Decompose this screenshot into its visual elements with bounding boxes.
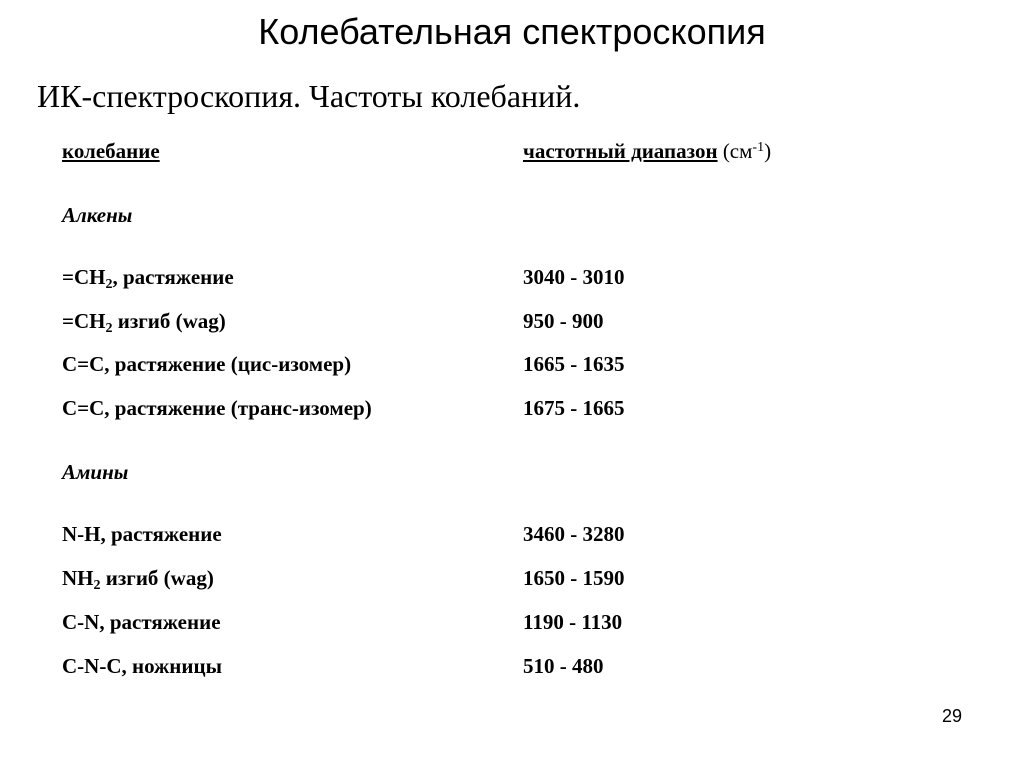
subscript: 2: [93, 578, 101, 593]
frequency-cell: 1665 - 1635: [523, 352, 625, 376]
vibration-cell: N-H, растяжение: [62, 522, 222, 546]
vibration-cell: C-N, растяжение: [62, 610, 221, 634]
vibration-text: NH: [62, 566, 94, 590]
unit-open: (см: [717, 139, 753, 163]
subscript: 2: [105, 277, 113, 292]
vibration-text: =CH: [62, 309, 106, 333]
vibration-text: =CH: [62, 265, 106, 289]
vibration-cell: C=C, растяжение (цис-изомер): [62, 352, 352, 376]
frequency-cell: 1675 - 1665: [523, 396, 625, 420]
frequency-cell: 3040 - 3010: [523, 265, 625, 289]
vibration-text-suffix: изгиб (wag): [112, 309, 226, 333]
unit-close: ): [764, 139, 772, 163]
vibration-cell: C=C, растяжение (транс-изомер): [62, 396, 372, 420]
subscript: 2: [105, 321, 113, 336]
frequency-header-label: частотный диапазон: [523, 139, 718, 163]
vibration-cell: [62, 264, 234, 290]
section-heading-alkenes: Алкены: [62, 203, 133, 227]
frequency-cell: 950 - 900: [523, 309, 604, 333]
column-header-frequency: [523, 138, 771, 164]
vibration-text-suffix: , растяжение: [112, 265, 234, 289]
vibration-cell: [62, 565, 214, 591]
page-number: 29: [942, 706, 963, 726]
section-heading-amines: Амины: [62, 460, 129, 484]
frequency-cell: 1190 - 1130: [523, 610, 623, 634]
vibration-cell: C-N-C, ножницы: [62, 654, 222, 678]
vibration-text-suffix: изгиб (wag): [100, 566, 214, 590]
column-header-vibration: колебание: [62, 139, 160, 163]
frequency-cell: 3460 - 3280: [523, 522, 625, 546]
frequency-cell: 510 - 480: [523, 654, 604, 678]
unit-exponent: -1: [752, 140, 765, 155]
slide-subtitle: ИК-спектроскопия. Частоты колебаний.: [37, 78, 581, 114]
frequency-cell: 1650 - 1590: [523, 566, 625, 590]
vibration-cell: [62, 308, 226, 334]
slide-title: Колебательная спектроскопия: [258, 11, 766, 52]
